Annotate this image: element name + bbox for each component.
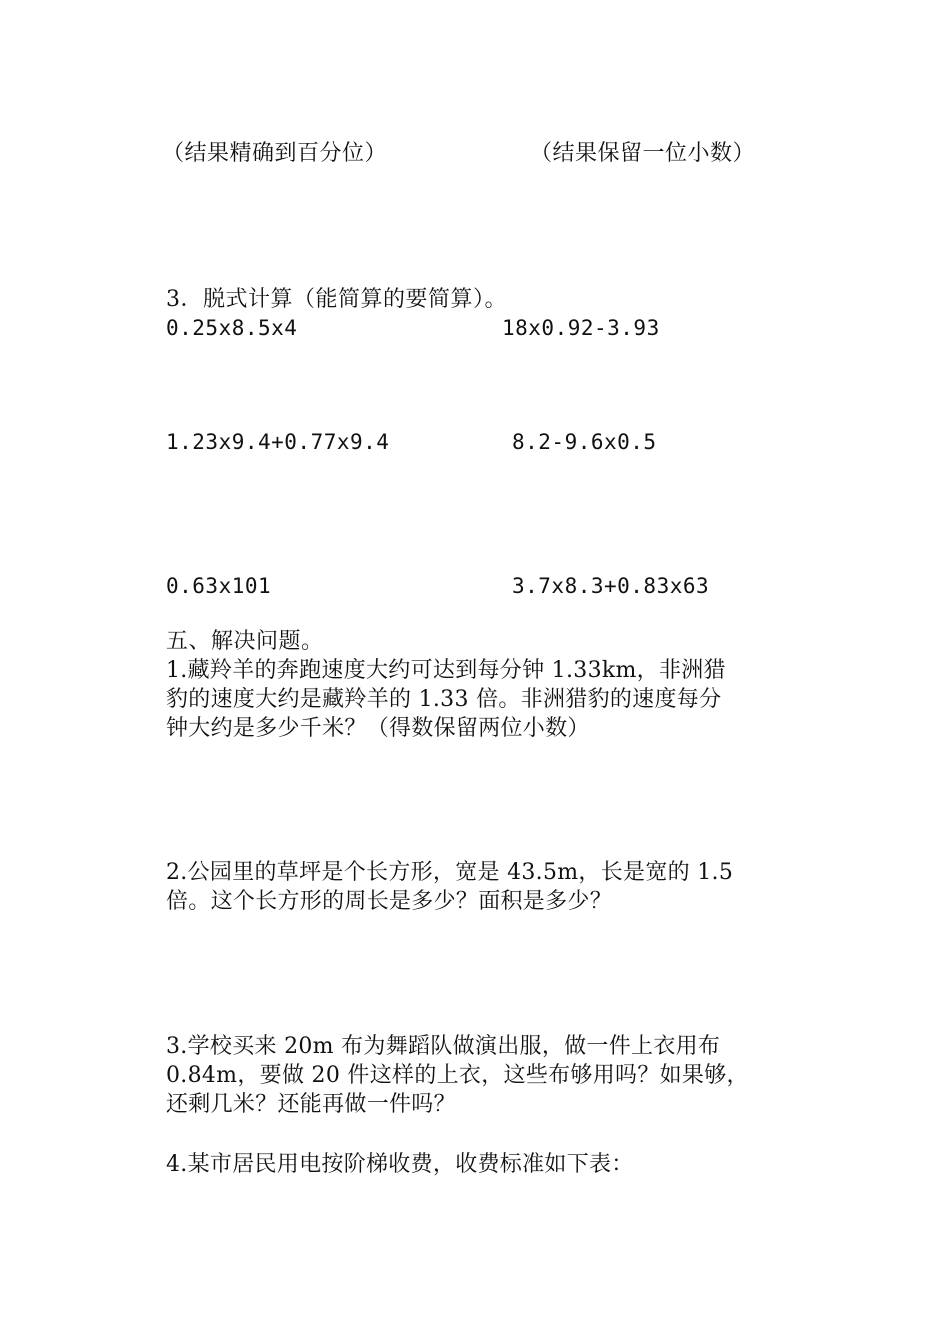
- question-3: [166, 1032, 796, 1119]
- question-3-line: 0.84m，要做 20 件这样的上衣，这些布够用吗？如果够，: [166, 1063, 749, 1088]
- question-3-line: 3.学校买来 20m 布为舞蹈队做演出服，做一件上衣用布: [166, 1034, 721, 1059]
- question-2-line: 2.公园里的草坪是个长方形，宽是 43.5m，长是宽的 1.5: [166, 860, 734, 885]
- question-1-line: 钟大约是多少千米？（得数保留两位小数）: [166, 716, 590, 741]
- problem-2: 18x0.92-3.93: [502, 316, 660, 340]
- question-2: [166, 858, 796, 916]
- question-4-line: 4.某市居民用电按阶梯收费，收费标准如下表：: [166, 1152, 634, 1177]
- problem-5: 0.63x101: [166, 574, 272, 598]
- section5-heading: 五、解决问题。: [166, 629, 324, 654]
- question-1-line: 豹的速度大约是藏羚羊的 1.33 倍。非洲猎豹的速度每分: [166, 687, 722, 712]
- problem-3: 1.23x9.4+0.77x9.4: [166, 430, 390, 454]
- question-2-line: 倍。这个长方形的周长是多少？面积是多少？: [166, 889, 613, 914]
- section3-heading: 3．脱式计算（能简算的要简算）。: [166, 287, 507, 312]
- problem-4: 8.2-9.6x0.5: [512, 430, 657, 454]
- problem-1: 0.25x8.5x4: [166, 316, 298, 340]
- rounding-note-right: （结果保留一位小数）: [530, 141, 756, 166]
- question-4: [166, 1150, 796, 1179]
- rounding-note-left: （结果精确到百分位）: [162, 141, 388, 166]
- question-1-line: 1.藏羚羊的奔跑速度大约可达到每分钟 1.33km，非洲猎: [166, 658, 726, 683]
- question-3-line: 还剩几米？还能再做一件吗？: [166, 1092, 456, 1117]
- problem-6: 3.7x8.3+0.83x63: [512, 574, 710, 598]
- question-1: [166, 656, 796, 743]
